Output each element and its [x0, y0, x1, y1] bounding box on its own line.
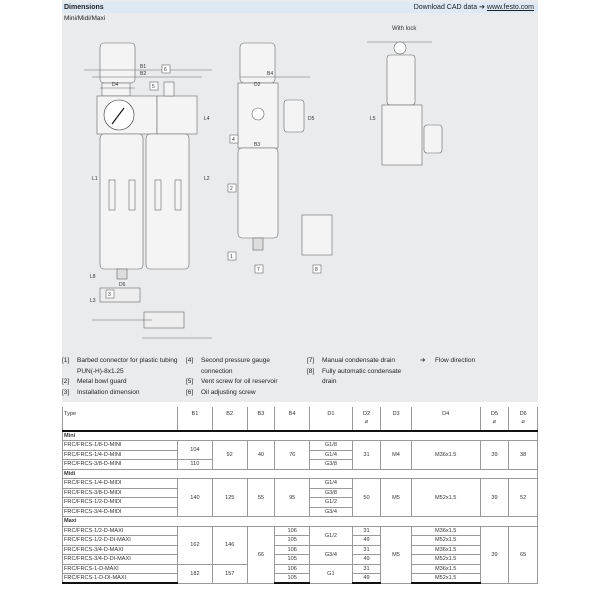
legend-item [186, 377, 298, 388]
table-cell: 66 [247, 526, 275, 583]
table-cell: FRC/FRCS-3/4-D-MAXI [63, 545, 178, 555]
legend-item [420, 356, 530, 367]
legend-text: [5] [186, 378, 194, 385]
table-cell: FRC/FRCS-3/4-D-DI-MAXI [63, 555, 178, 565]
dim-d5: D5 [308, 116, 315, 122]
table-cell: M52x1.5 [411, 555, 480, 565]
callout-7: 7 [257, 267, 260, 273]
table-cell: D4 [411, 407, 480, 431]
legend-item [186, 388, 298, 399]
table-cell: FRC/FRCS-1/4-D-MIDI [63, 479, 178, 489]
table-cell: M36x1.5 [411, 545, 480, 555]
table-cell: FRC/FRCS-1/2-D-MAXI [63, 526, 178, 536]
table-cell: Mini [63, 431, 538, 441]
legend-text: Manual condensate drain [322, 357, 395, 364]
table-cell: G3/4 [310, 507, 353, 517]
dim-b3: B3 [254, 142, 261, 148]
table-cell: 105 [275, 555, 310, 565]
table-cell: M52x1.5 [411, 479, 480, 517]
festo-link[interactable]: www.festo.com [486, 4, 534, 11]
table-cell: Midi [63, 469, 538, 479]
legend-text: [6] [186, 388, 194, 396]
dim-d6: D6 [119, 282, 126, 288]
dim-d4: D4 [112, 82, 119, 88]
legend-text: Barbed connector for plastic tubing PUN(-H)-8x1.25 [77, 357, 178, 375]
dim-l4: L4 [204, 116, 210, 122]
with-lock-label: With lock [392, 26, 417, 32]
table-cell: 95 [275, 479, 310, 517]
flow-arrow-icon: ➔ [420, 357, 426, 364]
table-cell: Type [63, 407, 178, 431]
legend-text: Oil adjusting screw [201, 388, 256, 396]
table-cell: 49 [352, 574, 381, 584]
table-cell: M52x1.5 [411, 536, 480, 546]
legend-text: Metal bowl guard [77, 378, 127, 385]
table-cell: 106 [275, 564, 310, 574]
table-cell: FRC/FRCS-3/8-D-MINI [63, 460, 178, 470]
dim-l8: L8 [90, 274, 96, 280]
table-cell: B3 [247, 407, 275, 431]
table-cell: Maxi [63, 517, 538, 527]
table-cell: 39 [480, 479, 509, 517]
legend-text: [2] [62, 378, 70, 385]
table-cell: 49 [352, 536, 381, 546]
table-cell: D6 ⌀ [509, 407, 538, 431]
table-cell: M36x1.5 [411, 564, 480, 574]
table-cell: 110 [178, 460, 213, 470]
legend-item [307, 367, 407, 388]
table-row [63, 536, 538, 546]
table-cell: FRC/FRCS-3/8-D-MIDI [63, 488, 178, 498]
table-cell: FRC/FRCS-1/2-D-MIDI [63, 498, 178, 508]
side-view [228, 43, 332, 273]
table-row [63, 526, 538, 536]
callout-5: 5 [152, 84, 155, 90]
table-cell: 39 [480, 526, 509, 583]
legend-text: [7] [307, 357, 315, 364]
table-row [63, 574, 538, 584]
legend-text: [3] [62, 388, 70, 396]
table-cell: 38 [509, 441, 538, 470]
table-cell: D1 [310, 407, 353, 431]
table-cell: 55 [247, 479, 275, 517]
table-cell: G1/8 [310, 441, 353, 451]
table-cell: FRC/FRCS-1/2-D-DI-MAXI [63, 536, 178, 546]
dim-b1: B1 [140, 64, 147, 70]
table-cell: B1 [178, 407, 213, 431]
legend-col-4 [420, 356, 530, 367]
legend-col-2 [186, 356, 298, 398]
table-cell: B2 [212, 407, 247, 431]
table-cell: 146 [212, 526, 247, 564]
table-cell: FRC/FRCS-1-D-DI-MAXI [63, 574, 178, 584]
table-cell: M5 [381, 479, 411, 517]
legend-text: Fully automatic condensate drain [322, 367, 402, 385]
table-cell: FRC/FRCS-3/4-D-MIDI [63, 507, 178, 517]
table-cell: FRC/FRCS-1/4-D-MINI [63, 450, 178, 460]
table-cell: M4 [381, 441, 411, 470]
dimension-drawing [62, 20, 538, 350]
table-cell: 140 [178, 479, 213, 517]
table-row [63, 479, 538, 489]
with-lock-view [367, 26, 442, 165]
table-cell: D5 ⌀ [480, 407, 509, 431]
group-header-midi [63, 469, 538, 479]
callout-6: 6 [164, 67, 167, 73]
table-cell: 105 [275, 536, 310, 546]
legend-text: Second pressure gauge connection [201, 357, 271, 375]
table-cell: G1/2 [310, 498, 353, 508]
group-header-maxi [63, 517, 538, 527]
table-cell: 92 [212, 441, 247, 470]
table-cell: 105 [275, 574, 310, 584]
table-row [63, 441, 538, 451]
table-cell: 40 [247, 441, 275, 470]
table-cell: M36x1.5 [411, 441, 480, 470]
table-cell: G3/4 [310, 545, 353, 564]
table-cell: 31 [352, 545, 381, 555]
group-header-mini [63, 431, 538, 441]
table-cell: 39 [480, 441, 509, 470]
legend-text: Installation dimension [77, 388, 140, 396]
table-cell: G3/8 [310, 488, 353, 498]
legend-col-3 [307, 356, 407, 388]
table-header [63, 407, 538, 431]
table-cell: B4 [275, 407, 310, 431]
table-cell: FRC/FRCS-1/8-D-MINI [63, 441, 178, 451]
callout-2: 2 [230, 186, 233, 192]
section-title: Dimensions [64, 4, 104, 11]
table-cell: G1/4 [310, 479, 353, 489]
table-cell: G1/4 [310, 450, 353, 460]
callout-1: 1 [230, 254, 233, 260]
table-row [63, 545, 538, 555]
table-cell: G1 [310, 564, 353, 583]
table-cell: G1/2 [310, 526, 353, 545]
table-cell: 157 [212, 564, 247, 583]
front-view [84, 43, 212, 338]
table-cell: 76 [275, 441, 310, 470]
table-cell: 125 [212, 479, 247, 517]
table-cell: 49 [352, 555, 381, 565]
table-cell: 182 [178, 564, 213, 583]
legend-item [62, 388, 180, 399]
dim-b4: B4 [267, 71, 274, 77]
dim-d2: D2 [254, 82, 261, 88]
table-cell: FRC/FRCS-1-D-MAXI [63, 564, 178, 574]
legend-text: Flow direction [435, 357, 476, 364]
dim-l5: L5 [370, 116, 376, 122]
table-cell: M36x1.5 [411, 526, 480, 536]
table-cell: 162 [178, 526, 213, 564]
dim-l3: L3 [90, 298, 96, 304]
table-cell: M52x1.5 [411, 574, 480, 584]
variant-subtitle: Mini/Midi/Maxi [64, 15, 106, 22]
dim-b2: B2 [140, 71, 147, 77]
dim-l2: L2 [204, 176, 210, 182]
callout-4: 4 [232, 137, 235, 143]
section-header [62, 2, 538, 13]
legend-col-1 [62, 356, 180, 398]
cad-label: Download CAD data [413, 4, 478, 11]
table-row [63, 564, 538, 574]
table-row [63, 555, 538, 565]
table-cell: 50 [352, 479, 381, 517]
table-cell: D3 [381, 407, 411, 431]
table-cell: D2 ⌀ [352, 407, 381, 431]
table-cell: 106 [275, 526, 310, 536]
cad-download [414, 2, 534, 13]
legend-item [62, 356, 180, 377]
table-cell: 31 [352, 441, 381, 470]
legend-item [62, 377, 180, 388]
lock-icon [394, 42, 406, 54]
dimensions-table [62, 407, 538, 584]
legend-text: Vent screw for oil reservoir [201, 378, 278, 385]
legend-text: [1] [62, 357, 70, 364]
table-cell: 31 [352, 564, 381, 574]
callout-8: 8 [315, 267, 318, 273]
legend-text: [4] [186, 357, 194, 364]
legend-text: [8] [307, 367, 315, 375]
table-cell: G3/8 [310, 460, 353, 470]
table-cell: 104 [178, 441, 213, 460]
arrow-icon: ➔ [479, 4, 485, 11]
legend-item [186, 356, 298, 377]
table-cell: 65 [509, 526, 538, 583]
table-cell: 106 [275, 545, 310, 555]
dim-l1: L1 [92, 176, 98, 182]
table-cell: 31 [352, 526, 381, 536]
table-cell: M5 [381, 526, 411, 583]
callout-3: 3 [108, 292, 111, 298]
legend-item [307, 356, 407, 367]
table-cell: 52 [509, 479, 538, 517]
